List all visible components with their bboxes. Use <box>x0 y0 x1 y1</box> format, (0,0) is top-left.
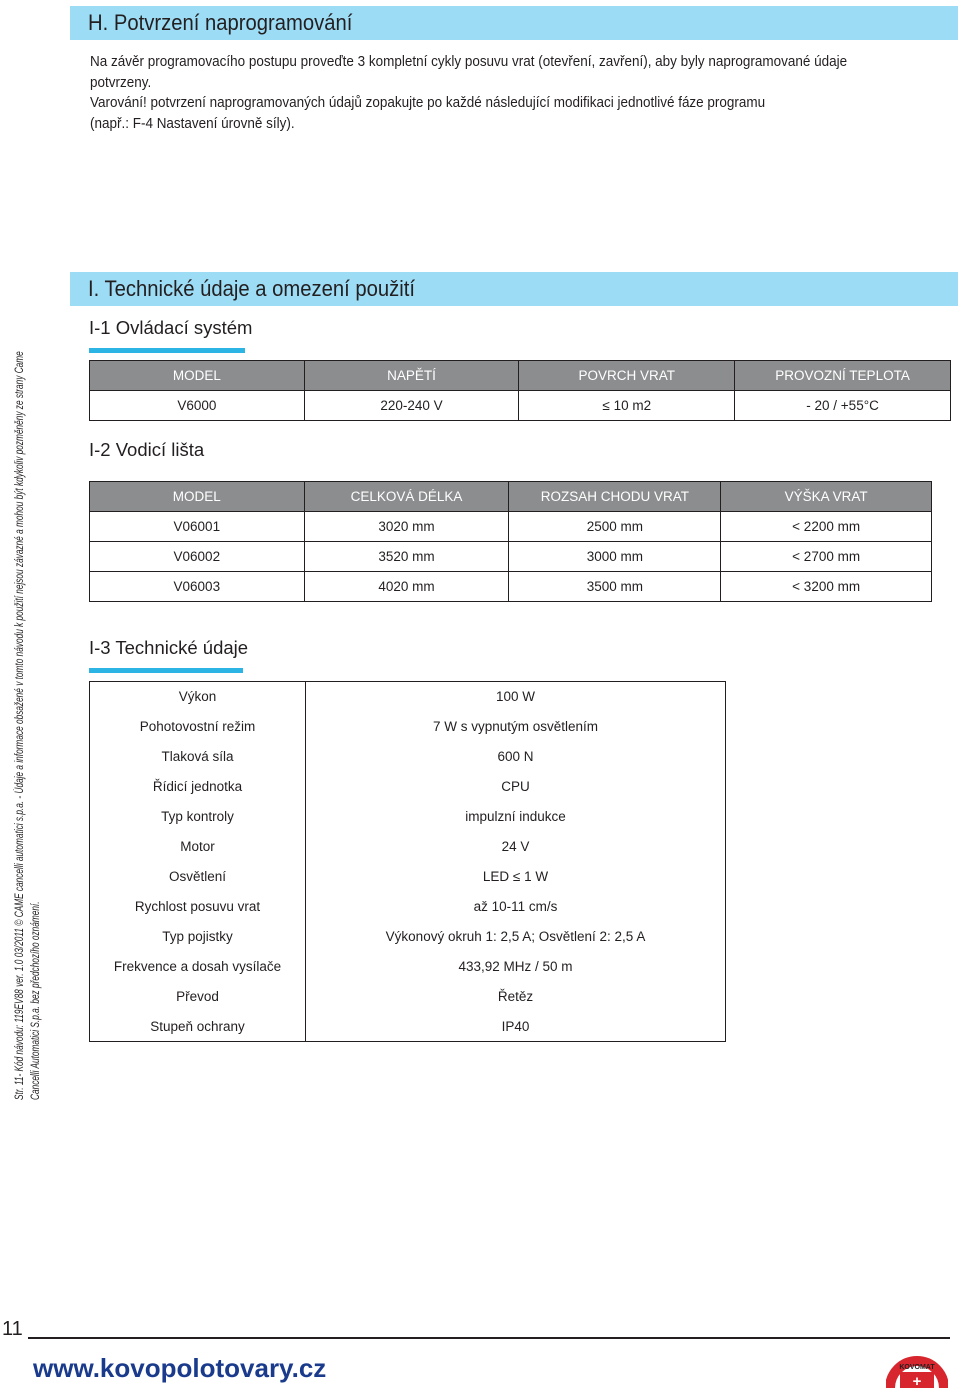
side-disclaimer <box>12 60 44 1100</box>
table-cell: - 20 / +55°C <box>735 391 951 421</box>
section-h-header <box>70 6 958 40</box>
table-cell: 600 N <box>497 749 534 764</box>
table-cell: IP40 <box>501 1018 530 1034</box>
table-cell: CPU <box>501 779 530 794</box>
table-cell: 3520 mm <box>304 542 509 572</box>
table-cell: 220-240 V <box>304 391 519 421</box>
section-i-title: I. Technické údaje a omezení použití <box>88 276 416 301</box>
text-line: Varování! potvrzení naprogramovaných údajů zopakujte po každé následující modifikaci jednotlivé fáze programu <box>90 95 766 111</box>
subsection-i1-heading <box>89 317 252 339</box>
technical-data-table <box>89 681 726 1042</box>
table-row <box>90 892 726 922</box>
control-system-table <box>89 360 951 421</box>
text-line: potvrzeny. <box>90 74 152 91</box>
page-number: 11 <box>2 1318 23 1340</box>
table-cell: 433,92 MHz / 50 m <box>458 959 573 974</box>
guide-rail-table <box>89 481 932 602</box>
table-cell: Řídicí jednotka <box>90 772 306 802</box>
section-h-text <box>90 52 950 134</box>
header-cell: MODEL <box>90 361 305 391</box>
table-row <box>90 712 726 742</box>
footer-divider <box>28 1337 950 1339</box>
subsection-i2-heading <box>89 439 204 461</box>
table-cell: ≤ 10 m2 <box>519 391 735 421</box>
table-row <box>90 832 726 862</box>
table-cell: 100 W <box>495 689 536 705</box>
table-header-row <box>90 482 932 512</box>
header-cell: VÝŠKA VRAT <box>721 482 932 512</box>
subsection-i1-title: I-1 Ovládací systém <box>89 317 253 338</box>
section-h-title: H. Potvrzení naprogramování <box>88 10 353 35</box>
table-cell: V6000 <box>90 391 305 421</box>
heading-underline <box>89 348 245 353</box>
table-row <box>90 742 726 772</box>
table-cell: impulzní indukce <box>465 809 566 824</box>
website-link[interactable]: www.kovopolotovary.cz <box>33 1353 327 1383</box>
table-cell: < 2200 mm <box>721 512 932 542</box>
table-cell: Převod <box>90 982 306 1012</box>
header-cell: ROZSAH CHODU VRAT <box>509 482 721 512</box>
kovomat-logo <box>886 1342 948 1390</box>
table-row <box>90 1012 726 1042</box>
table-row <box>90 772 726 802</box>
table-cell: Pohotovostní režim <box>90 712 306 742</box>
header-cell: MODEL <box>90 482 305 512</box>
table-cell: 4020 mm <box>304 572 509 602</box>
table-cell: < 3200 mm <box>721 572 932 602</box>
table-cell: Řetěz <box>497 989 534 1004</box>
table-cell: 2500 mm <box>509 512 721 542</box>
table-row <box>90 682 726 712</box>
table-cell: 3000 mm <box>509 542 721 572</box>
table-header-row <box>90 361 951 391</box>
svg-text:+: + <box>912 1373 922 1390</box>
table-cell: Výkonový okruh 1: 2,5 A; Osvětlení 2: 2,5 A <box>385 929 646 944</box>
table-cell: Tlaková síla <box>90 742 306 772</box>
table-cell: V06003 <box>90 572 305 602</box>
table-cell: 7 W s vypnutým osvětlením <box>432 719 599 734</box>
table-cell: 3500 mm <box>509 572 721 602</box>
table-row <box>90 542 932 572</box>
table-row <box>90 512 932 542</box>
table-cell: Motor <box>90 832 306 862</box>
table-cell: V06002 <box>90 542 305 572</box>
table-row <box>90 802 726 832</box>
table-cell: až 10-11 cm/s <box>473 899 558 914</box>
table-cell: V06001 <box>90 512 305 542</box>
table-cell: 24 V <box>501 839 530 854</box>
heading-underline <box>89 668 243 673</box>
table-row <box>90 982 726 1012</box>
text-line: Na závěr programovacího postupu proveďte 3 kompletní cykly posuvu vrat (otevření, zavření), aby byly naprogramované údaje <box>90 54 848 70</box>
table-row <box>90 391 951 421</box>
table-row <box>90 922 726 952</box>
table-cell: Typ kontroly <box>90 802 306 832</box>
header-cell: PROVOZNÍ TEPLOTA <box>735 361 951 391</box>
table-cell: Stupeň ochrany <box>90 1012 306 1042</box>
subsection-i3-heading <box>89 637 248 659</box>
disclaimer-line: Cancelli Automatici S.p.a. bez předchozího oznámení. <box>30 901 42 1100</box>
table-cell: Typ pojistky <box>90 922 306 952</box>
table-row <box>90 862 726 892</box>
header-cell: POVRCH VRAT <box>519 361 735 391</box>
subsection-i2-title: I-2 Vodicí lišta <box>89 439 205 460</box>
table-cell: Výkon <box>90 682 306 712</box>
subsection-i3-title: I-3 Technické údaje <box>89 637 249 658</box>
header-cell: NAPĚTÍ <box>304 361 519 391</box>
logo-text: KOVOMAT <box>899 1364 935 1371</box>
table-row <box>90 572 932 602</box>
table-cell: LED ≤ 1 W <box>482 869 549 884</box>
text-line: (např.: F-4 Nastavení úrovně síly). <box>90 115 295 132</box>
table-cell: 3020 mm <box>304 512 509 542</box>
table-cell: Osvětlení <box>90 862 306 892</box>
table-cell: Frekvence a dosah vysílače <box>90 952 306 982</box>
table-row <box>90 952 726 982</box>
header-cell: CELKOVÁ DÉLKA <box>304 482 509 512</box>
table-cell: < 2700 mm <box>721 542 932 572</box>
table-cell: Rychlost posuvu vrat <box>90 892 306 922</box>
section-i-header <box>70 272 958 306</box>
disclaimer-line: Str. 11- Kód návodu: 119EV88 ver. 1.0 03/2011 © CAME cancelli automatici s.p.a. - Údaje a informace obsažené v tomto návodu k použití nejsou závazné a mohou být kdykoliv pozměněny ze strany Came <box>14 351 26 1100</box>
